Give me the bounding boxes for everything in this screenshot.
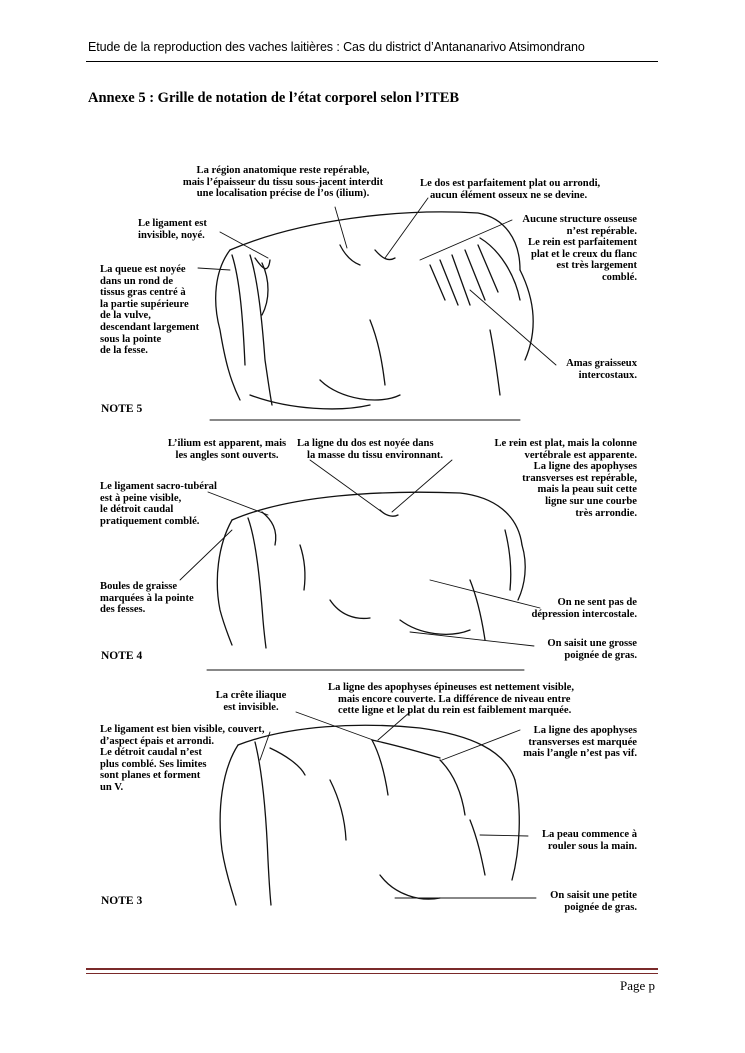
note4-handful-annotation: On saisit une grosse poignée de gras.: [547, 638, 637, 661]
note4-kidney-annotation: Le rein est plat, mais la colonne vertébrale est apparente. La ligne des apophyses transverses est repérable, mais la peau suit cette ligne sur une courbe très arrondie.: [494, 438, 637, 519]
note5-structure-annotation: Aucune structure osseuse n’est repérable. Le rein est parfaitement plat et le creux du flanc est très largement comblé.: [522, 214, 637, 283]
note4-fat-balls-annotation: Boules de graisse marquées à la pointe des fesses.: [100, 581, 194, 616]
note3-label: NOTE 3: [101, 895, 143, 907]
note3-ligament-annotation: Le ligament est bien visible, couvert, d’aspect épais et arrondi. Le détroit caudal n’est plus comblé. Ses limites sont planes et forment un V.: [100, 724, 265, 793]
note3-skin-annotation: La peau commence à rouler sous la main.: [541, 829, 637, 852]
note4-ligament-annotation: Le ligament sacro-tubéral est à peine visible, le détroit caudal pratiquement comblé.: [100, 481, 217, 527]
note5-region-annotation: La région anatomique reste repérable, mais l’épaisseur du tissu sous-jacent interdit une localisation précise de l’os (ilium).: [182, 165, 384, 200]
note3-transverse-annotation: La ligne des apophyses transverses est marquée mais l’angle n’est pas vif.: [523, 725, 637, 760]
page-number: Page p: [619, 978, 655, 993]
note5-label: NOTE 5: [101, 403, 143, 415]
note5-fat-annotation: Amas graisseux intercostaux.: [566, 358, 637, 381]
cow-figure-note5: [216, 212, 534, 409]
note3-crest-annotation: La crête iliaque est invisible.: [215, 690, 287, 713]
note4-depression-annotation: On ne sent pas de dépression intercostale.: [531, 597, 637, 620]
note4-label: NOTE 4: [101, 650, 143, 662]
footer-rule: [86, 968, 658, 970]
note5-ligament-annotation: Le ligament est invisible, noyé.: [138, 218, 207, 241]
cow-figure-note3: [220, 725, 519, 905]
note5-tail-annotation: La queue est noyée dans un rond de tissus gras centré à la partie supérieure de la vulve, descendant largement sous la pointe de la fesse.: [100, 264, 200, 357]
note3-handful-annotation: On saisit une petite poignée de gras.: [550, 890, 637, 913]
note3-spinous-annotation: La ligne des apophyses épineuses est nettement visible, mais encore couverte. La différence de niveau entre cette ligne et le plat du rein est faiblement marquée.: [328, 682, 575, 717]
running-header: Etude de la reproduction des vaches laitières : Cas du district d’Antananarivo Atsimondrano: [88, 40, 585, 54]
note4-backline-annotation: La ligne du dos est noyée dans la masse du tissu environnant.: [297, 438, 444, 461]
footer-rule-thin: [86, 973, 658, 974]
annex-title: Annexe 5 : Grille de notation de l’état corporel selon l’ITEB: [88, 90, 460, 106]
note5-back-annotation: Le dos est parfaitement plat ou arrondi, aucun élément osseux ne se devine.: [420, 178, 601, 201]
note4-ilium-annotation: L’ilium est apparent, mais les angles sont ouverts.: [167, 438, 287, 461]
